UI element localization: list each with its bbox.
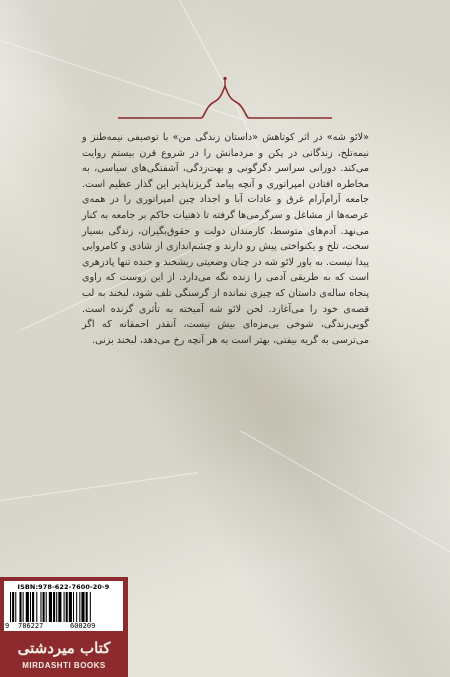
synopsis-paragraph: «لائو شه» در اثر کوتاهش «داستان زندگی من» با توصیفی نیمه‌طنز و نیمه‌تلخ، زندگانی در پکن و مردمانش را در شروع قرن بیستم روایت می‌کند. دورانی سراسر دگرگونی و بهت‌زدگی، آشفتگی‌های سیاسی، به مخاطره افتادن امپراتوری و آنچه پیامد گریزناپذیر این گذار عظیم است. جامعه آرام‌آرام غرق و عادات آبا و اجداد چین امپراتوری را در همه‌ی عرصه‌ها از مشاغل و سرگرمی‌ها گرفته تا ذهنیات حاکم بر جامعه به کنار می‌نهد. آدم‌های متوسط، کارمندان دولت و حقوق‌بگیران، زندگی بسیار سخت، تلخ و یکنواختی پیش رو دارند و چشم‌اندازی از شادی و کامروایی پیدا نیست. به باور لائو شه در چنان وضعیتی ریشخند و خنده تنها پادزهری است که به طریقی آدمی را زنده نگه می‌دارد. از این روست که راوی پنجاه ساله‌ی داستان که چیزی نمانده از گرسنگی تلف شود، لبخند به لب قصه‌ی خود را می‌آغازد. لحن لائو شه آمیخته به تأثری گزنده است. گویی‌زندگی، شوخی بی‌مزه‌ای بیش نیست، آنقدر احمقانه که اگر می‌ترسی به گریه بیفتی، بهتر است به هر آنچه رخ می‌دهد، لبخند بزنی. (82, 132, 369, 346)
ean-lead: 9 (5, 622, 10, 630)
barcode-bar (66, 592, 68, 622)
publisher-badge (0, 577, 128, 677)
publisher-logo: کتاب میردشتی (17, 639, 111, 657)
barcode-bar (23, 592, 24, 622)
barcode-bar (49, 592, 52, 622)
barcode-bar (12, 592, 14, 622)
barcode-bar (79, 592, 80, 622)
barcode-bar (30, 592, 31, 622)
ean-right: 600209 (70, 622, 96, 630)
dome-ornament (118, 76, 332, 120)
barcode-bar (81, 592, 84, 622)
barcode-bar (43, 592, 45, 622)
barcode (4, 581, 123, 631)
barcode-bar (26, 592, 29, 622)
barcode-bars (10, 592, 118, 622)
barcode-bar (64, 592, 65, 622)
barcode-bar (58, 592, 61, 622)
barcode-bar (53, 592, 55, 622)
barcode-bar (15, 592, 16, 622)
barcode-bar (86, 592, 88, 622)
barcode-bar (69, 592, 72, 622)
publisher-name: MIRDASHTI BOOKS (22, 661, 106, 670)
back-cover-text (82, 130, 369, 348)
ean-left: 786227 (18, 622, 44, 630)
isbn-text: ISBN:978-622-7600-20-9 (17, 583, 110, 591)
barcode-bar (56, 592, 57, 622)
ean-digits (5, 622, 122, 631)
barcode-bar (76, 592, 77, 622)
barcode-bar (36, 592, 37, 622)
barcode-bar (46, 592, 47, 622)
barcode-bar (90, 592, 91, 622)
barcode-bar (32, 592, 34, 622)
barcode-bar (10, 592, 11, 622)
barcode-bar (40, 592, 41, 622)
barcode-bar (73, 592, 74, 622)
barcode-bar (19, 592, 21, 622)
